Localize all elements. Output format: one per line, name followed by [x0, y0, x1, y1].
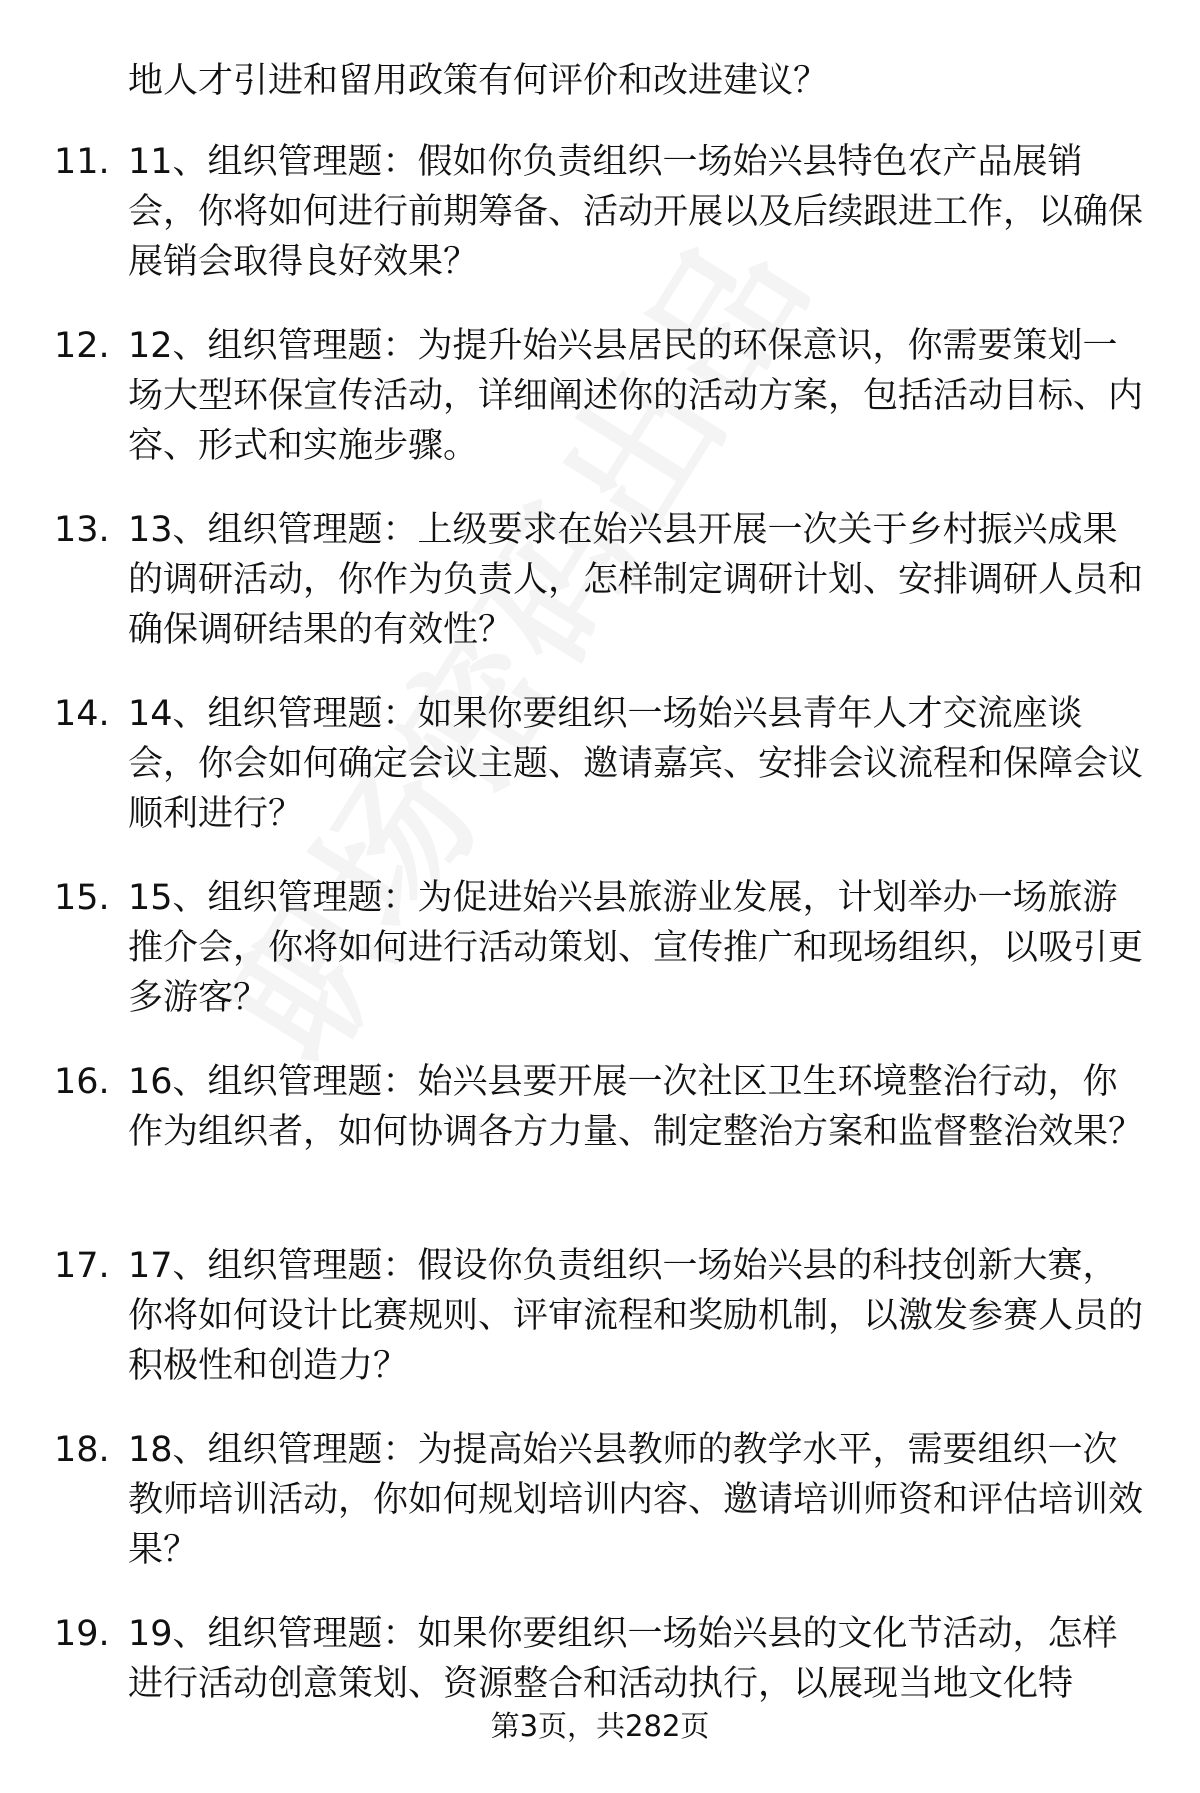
list-number: 11.: [54, 142, 110, 182]
question-text: 13、组织管理题：上级要求在始兴县开展一次关于乡村振兴成果的调研活动，你作为负责人，怎样制定调研计划、安排调研人员和确保调研结果的有效性？: [128, 510, 1144, 650]
list-item: [0, 689, 1200, 873]
list-number: 12.: [54, 326, 110, 366]
question-text: 15、组织管理题：为促进始兴县旅游业发展，计划举办一场旅游推介会，你将如何进行活动策划、宣传推广和现场组织，以吸引更多游客？: [128, 878, 1144, 1018]
list-item: [0, 321, 1200, 505]
list-item: [0, 1425, 1200, 1609]
list-item: [0, 873, 1200, 1057]
question-text: 18、组织管理题：为提高始兴县教师的教学水平，需要组织一次教师培训活动，你如何规划培训内容、邀请培训师资和评估培训效果？: [128, 1430, 1144, 1570]
list-item: [0, 1609, 1200, 1793]
list-number: 14.: [54, 694, 110, 734]
question-text: 17、组织管理题：假设你负责组织一场始兴县的科技创新大赛，你将如何设计比赛规则、评审流程和奖励机制，以激发参赛人员的积极性和创造力？: [128, 1246, 1144, 1386]
list-item: [0, 1057, 1200, 1241]
list-number: 19.: [54, 1614, 110, 1654]
list-item: [0, 505, 1200, 689]
question-text: 16、组织管理题：始兴县要开展一次社区卫生环境整治行动，你作为组织者，如何协调各方力量、制定整治方案和监督整治效果？: [128, 1062, 1144, 1152]
question-text: 12、组织管理题：为提升始兴县居民的环保意识，你需要策划一场大型环保宣传活动，详细阐述你的活动方案，包括活动目标、内容、形式和实施步骤。: [128, 326, 1144, 466]
list-number: 18.: [54, 1430, 110, 1470]
list-number: 13.: [54, 510, 110, 550]
page-footer: 第3页，共282页: [490, 1709, 710, 1743]
list-number: 15.: [54, 878, 110, 918]
list-number: 16.: [54, 1062, 110, 1102]
continuation-text: 地人才引进和留用政策有何评价和改进建议？: [128, 61, 829, 101]
question-text: 19、组织管理题：如果你要组织一场始兴县的文化节活动，怎样进行活动创意策划、资源整合和活动执行，以展现当地文化特: [128, 1614, 1118, 1704]
list-number: 17.: [54, 1246, 110, 1286]
question-list: [0, 137, 1200, 1793]
list-item: [0, 137, 1200, 321]
question-text: 14、组织管理题：如果你要组织一场始兴县青年人才交流座谈会，你会如何确定会议主题、邀请嘉宾、安排会议流程和保障会议顺利进行？: [128, 694, 1144, 834]
list-item: [0, 1241, 1200, 1425]
question-text: 11、组织管理题：假如你负责组织一场始兴县特色农产品展销会，你将如何进行前期筹备、活动开展以及后续跟进工作，以确保展销会取得良好效果？: [128, 142, 1144, 282]
